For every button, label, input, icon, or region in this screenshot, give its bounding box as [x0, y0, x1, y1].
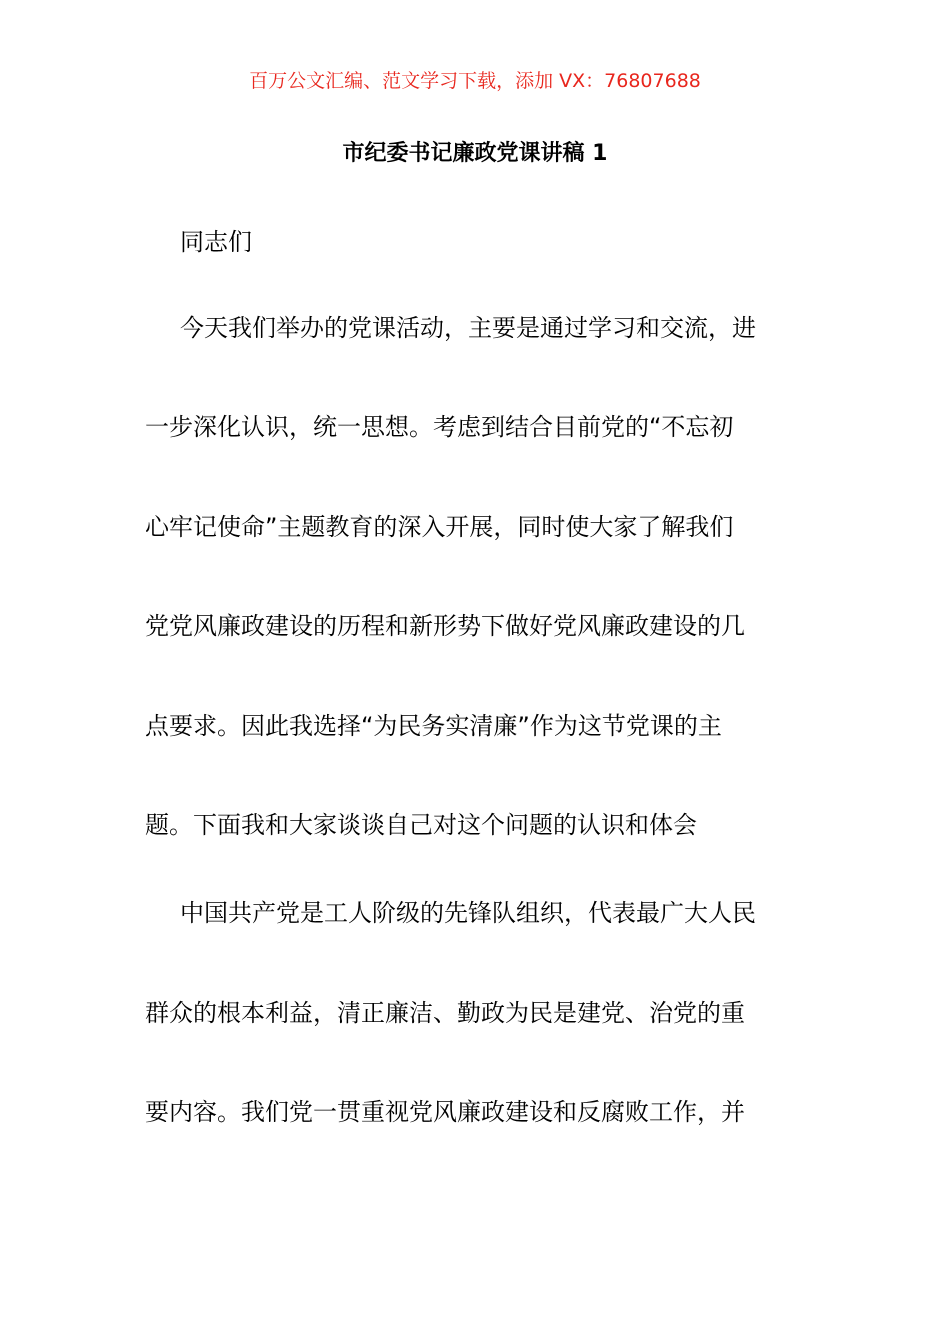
paragraph-line: 心牢记使命”主题教育的深入开展，同时使大家了解我们: [145, 513, 734, 541]
paragraph-line: 题。下面我和大家谈谈自己对这个问题的认识和体会: [145, 811, 697, 839]
salutation: 同志们: [180, 228, 252, 256]
paragraph-line: 一步深化认识，统一思想。考虑到结合目前党的“不忘初: [145, 413, 734, 441]
paragraph-line: 党党风廉政建设的历程和新形势下做好党风廉政建设的几: [145, 612, 745, 640]
paragraph-line: 要内容。我们党一贯重视党风廉政建设和反腐败工作，并: [145, 1098, 745, 1126]
paragraph-line: 中国共产党是工人阶级的先锋队组织，代表最广大人民: [180, 899, 756, 927]
paragraph-line: 群众的根本利益，清正廉洁、勤政为民是建党、治党的重: [145, 999, 745, 1027]
paragraph-line: 今天我们举办的党课活动，主要是通过学习和交流，进: [180, 314, 756, 342]
page-title: 市纪委书记廉政党课讲稿 1: [342, 141, 608, 166]
header-note: 百万公文汇编、范文学习下载，添加 VX：76807688: [249, 70, 701, 92]
paragraph-line: 点要求。因此我选择“为民务实清廉”作为这节党课的主: [145, 712, 722, 740]
